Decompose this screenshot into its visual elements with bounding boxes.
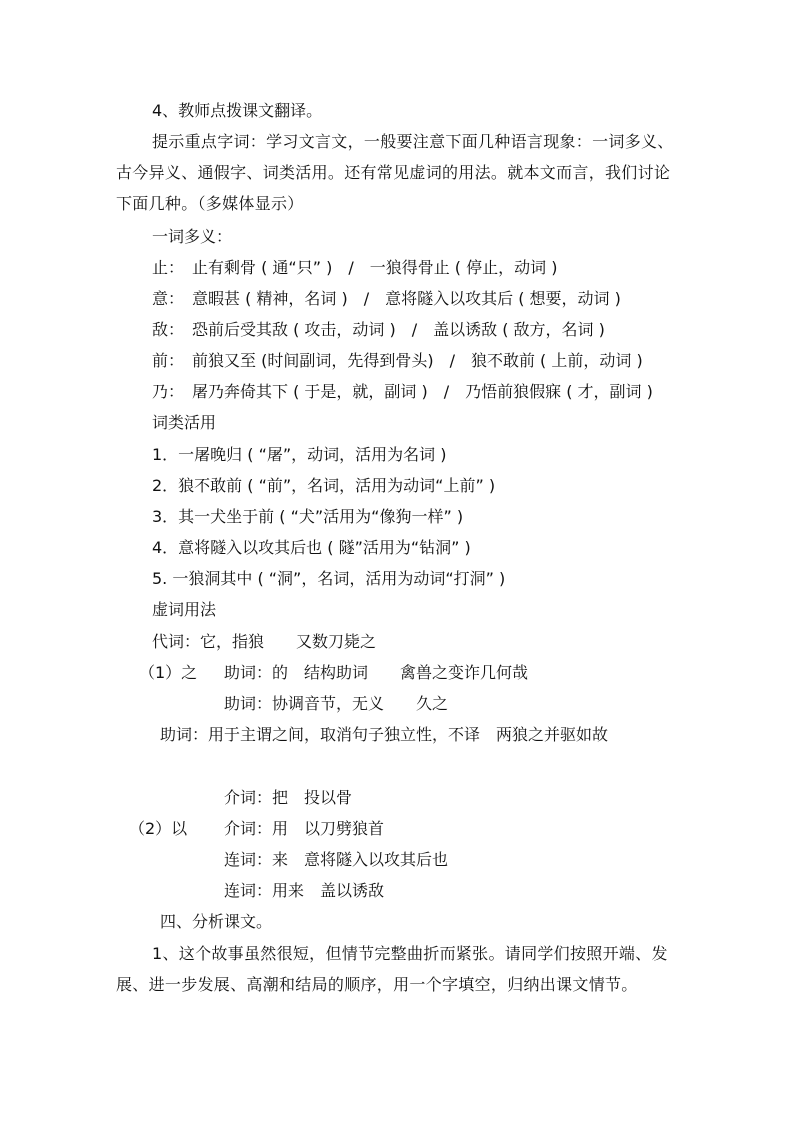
word-class-row: 1．一屠晚归 ( “屠”，动词，活用为名词 ) (152, 445, 447, 464)
word-class-row: 4．意将隧入以攻其后也 ( 隧”活用为“钻洞” ) (152, 538, 471, 557)
heading-teacher-translation: 4、教师点拨课文翻译。 (152, 101, 323, 120)
word-class-row: 2．狼不敢前 ( “前”，名词，活用为动词“上前” ) (152, 476, 496, 495)
polysemy-row: 前： 前狼又至 (时间副词，先得到骨头) / 狼不敢前 ( 上前，动词 ) (152, 351, 643, 370)
yi-row: 连词：来 意将隧入以攻其后也 (224, 850, 449, 869)
yi-label: （2）以 (129, 819, 188, 838)
zhi-aux-2: 助词：协调音节，无义 久之 (224, 694, 449, 713)
word-class-row: 3．其一犬坐于前 ( “犬”活用为“像狗一样” ) (152, 507, 464, 526)
zhi-aux-3: 助词：用于主谓之间，取消句子独立性，不译 两狼之并驱如故 (160, 725, 609, 744)
word-class-title: 词类活用 (152, 413, 217, 432)
polysemy-row: 意： 意暇甚 ( 精神，名词 ) / 意将隧入以攻其后 ( 想要，动词 ) (152, 289, 621, 308)
tip-paragraph: 提示重点字词：学习文言文，一般要注意下面几种语言现象：一词多义、古今异义、通假字、词类活用。还有常见虚词的用法。就本文而言，我们讨论下面几种。（多媒体显示） (116, 132, 674, 213)
polysemy-title: 一词多义： (152, 227, 233, 246)
polysemy-row: 敌： 恐前后受其敌 ( 攻击，动词 ) / 盖以诱敌 ( 敌方，名词 ) (152, 320, 605, 339)
yi-row: 介词：把 投以骨 (224, 788, 353, 807)
function-words-title: 虚词用法 (152, 600, 217, 619)
section-four-heading: 四、分析课文。 (160, 912, 273, 931)
yi-row: 连词：用来 盖以诱敌 (224, 881, 385, 900)
zhi-label: （1）之 (139, 663, 198, 682)
yi-row: 介词：用 以刀劈狼首 (224, 819, 385, 838)
zhi-pronoun: 代词：它，指狼 又数刀毙之 (152, 632, 377, 651)
analysis-paragraph: 1、这个故事虽然很短，但情节完整曲折而紧张。请同学们按照开端、发展、进一步发展、高潮和结局的顺序，用一个字填空，归纳出课文情节。 (116, 944, 668, 994)
zhi-aux-1: 助词：的 结构助词 禽兽之变诈几何哉 (224, 663, 529, 682)
word-class-row: 5. 一狼洞其中 ( “洞”，名词，活用为动词“打洞” ) (152, 569, 506, 588)
polysemy-row: 乃： 屠乃奔倚其下 ( 于是，就，副词 ) / 乃悟前狼假寐 ( 才，副词 ) (152, 382, 653, 401)
polysemy-row: 止： 止有剩骨 ( 通“只” ) / 一狼得骨止 ( 停止，动词 ) (152, 258, 558, 277)
